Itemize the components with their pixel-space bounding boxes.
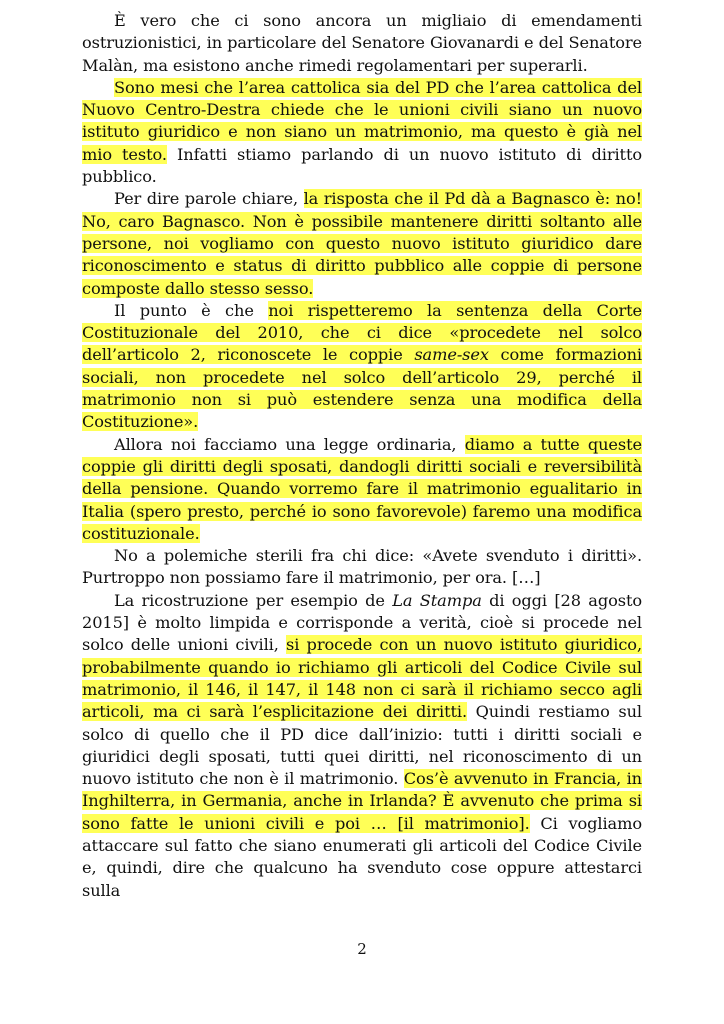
italic-title: La Stampa: [392, 590, 482, 610]
paragraph: [82, 590, 642, 902]
highlighted-italic-text: same-sex: [414, 345, 489, 365]
paragraph: [82, 434, 642, 545]
text-run: Allora noi facciamo una legge ordinaria,: [114, 434, 465, 454]
text-run: La ricostruzione per esempio de: [114, 590, 393, 610]
highlighted-text: diamo a tutte queste coppie gli diritti degli sposati, dandogli diritti sociali e reversibilità della pensione. Quando vorremo fare il matrimonio egualitario in Italia (spero presto, perché io sono favorevole) faremo una modifica costituzionale.: [82, 434, 642, 543]
highlighted-text: Cos’è avvenuto in Francia, in Inghilterra, in Germania, anche in Irlanda? È avvenuto che prima si sono fatte le unioni civili e poi … [il matrimonio].: [82, 769, 642, 833]
highlighted-text: si procede con un nuovo istituto giuridico, probabilmente quando io richiamo gli articoli del Codice Civile sul matrimonio, il 146, il 147, il 148 non ci sarà il richiamo secco agli articoli, ma ci sarà l’esplicitazione dei diritti.: [82, 635, 642, 722]
paragraph: [82, 188, 642, 299]
highlighted-text: noi rispetteremo la sentenza della Corte Costituzionale del 2010, che ci dice «procedete nel solco dell’articolo 2, riconoscete le coppie: [82, 300, 642, 365]
text-run: Infatti stiamo parlando di un nuovo istituto di diritto pubblico.: [82, 144, 643, 187]
text-run: Ci vogliamo attaccare sul fatto che siano enumerati gli articoli del Codice Civile e, quindi, dire che qualcuno ha svenduto cose oppure attestarci sulla: [82, 813, 642, 900]
paragraph: [82, 545, 642, 590]
text-run: È vero che ci sono ancora un migliaio di emendamenti ostruzionistici, in particolare del Senatore Giovanardi e del Senatore Malàn, ma esistono anche rimedi regolamentari per superarli.: [82, 11, 642, 75]
text-run: di oggi [28 agosto 2015] è molto limpida e corrisponde a verità, cioè si procede nel solco delle unioni civili,: [82, 590, 642, 655]
text-run: Per dire parole chiare,: [114, 189, 304, 209]
document-body: [82, 10, 642, 902]
page-number: 2: [357, 940, 367, 958]
paragraph: [82, 77, 642, 188]
text-run: No a polemiche sterili fra chi dice: «Avete svenduto i diritti». Purtroppo non possiamo fare il matrimonio, per ora. […]: [82, 546, 642, 588]
highlighted-text: come formazioni sociali, non procedete nel solco dell’articolo 29, perché il matrimonio non si può estendere senza una modifica della Costituzione».: [82, 345, 642, 432]
paragraph: [82, 10, 642, 77]
highlighted-text: Sono mesi che l’area cattolica sia del PD che l’area cattolica del Nuovo Centro-Destra chiede che le unioni civili siano un nuovo istituto giuridico e non siano un matrimonio, ma questo è già nel mio testo.: [82, 77, 642, 164]
paragraph: [82, 300, 642, 434]
highlighted-text: la risposta che il Pd dà a Bagnasco è: no! No, caro Bagnasco. Non è possibile mantenere diritti soltanto alle persone, noi vogliamo con questo nuovo istituto giuridico dare riconoscimento e status di diritto pubblico alle coppie di persone composte dallo stesso sesso.: [82, 189, 642, 298]
text-run: Quindi restiamo sul solco di quello che il PD dice dall’inizio: tutti i diritti sociali e giuridici degli sposati, tutti quei diritti, nel riconoscimento di un nuovo istituto che non è il matrimonio.: [82, 702, 642, 789]
text-run: Il punto è che: [114, 300, 269, 320]
